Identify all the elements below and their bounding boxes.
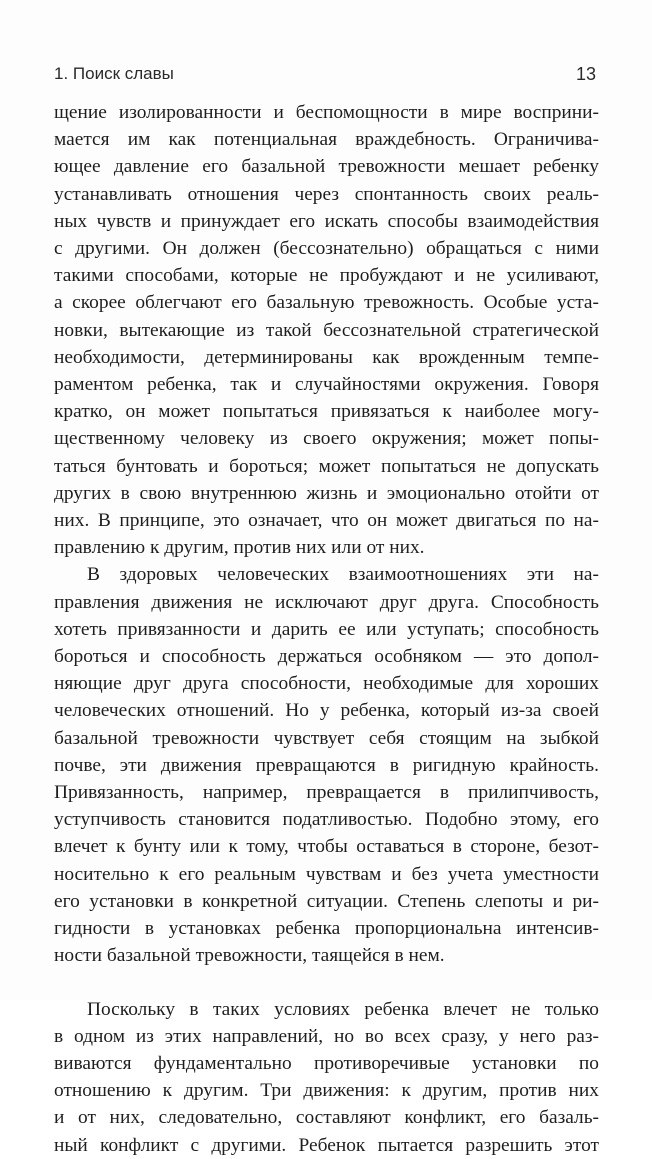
- text-line: такими способами, которые не пробуждают и не усиливают,: [54, 265, 599, 287]
- text-line: гидности в установках ребенка пропорциональна интенсив-: [54, 918, 599, 940]
- paragraph: [54, 996, 599, 1159]
- page-number: 13: [575, 64, 596, 84]
- text-line: правления движения не исключают друг друга. Способность: [54, 591, 599, 613]
- text-line: а скорее облегчают его базальную тревожность. Особые уста-: [54, 292, 599, 314]
- section-break: [54, 970, 599, 996]
- text-line: с другими. Он должен (бессознательно) обращаться с ними: [54, 238, 599, 260]
- text-line: правлению к другим, против них или от них.: [54, 537, 425, 559]
- text-line: бороться и способность держаться особняком — это допол-: [54, 646, 599, 668]
- text-line: базальной тревожности чувствует себя стоящим на зыбкой: [54, 727, 599, 749]
- text-line: уступчивость становится податливостью. Подобно этому, его: [54, 809, 599, 831]
- text-line: Поскольку в таких условиях ребенка влечет не только: [87, 998, 599, 1020]
- text-line: щение изолированности и беспомощности в мире восприни-: [54, 102, 599, 123]
- text-line: виваются фундаментально противоречивые установки по: [54, 1052, 599, 1074]
- text-line: щественному человеку из своего окружения; может попы-: [54, 428, 599, 450]
- text-line: отношению к другим. Три движения: к другим, против них: [54, 1080, 599, 1102]
- chapter-title: 1. Поиск славы: [54, 64, 174, 83]
- text-line: его установки в конкретной ситуации. Степень слепоты и ри-: [54, 890, 599, 912]
- text-line: необходимости, детерминированы как врожденным темпе-: [54, 346, 599, 368]
- text-line: почве, эти движения превращаются в ригидную крайность.: [54, 754, 599, 776]
- text-line: человеческих отношений. Но у ребенка, который из-за своей: [54, 700, 599, 722]
- text-line: ных чувств и принуждает его искать способы взаимодействия: [54, 210, 599, 232]
- text-line: няющие друг друга способности, необходимые для хороших: [54, 673, 599, 695]
- text-line: ный конфликт с другими. Ребенок пытается разрешить этот: [54, 1134, 599, 1156]
- text-line: новки, вытекающие из такой бессознательной стратегической: [54, 319, 599, 341]
- text-line: В здоровых человеческих взаимоотношениях эти на-: [87, 564, 599, 586]
- running-header: [54, 64, 596, 86]
- text-line: раментом ребенка, так и случайностями окружения. Говоря: [54, 374, 599, 396]
- text-line: в одном из этих направлений, но во всех сразу, у него раз-: [54, 1025, 599, 1047]
- text-line: таться бунтовать и бороться; может попытаться не допускать: [54, 455, 599, 477]
- text-line: и от них, следовательно, составляют конфликт, его базаль-: [54, 1107, 599, 1129]
- text-line: устанавливать отношения через спонтанность своих реаль-: [54, 183, 599, 205]
- text-line: влечет к бунту или к тому, чтобы оставаться в стороне, безот-: [54, 836, 599, 858]
- paragraph: [54, 561, 599, 969]
- text-line: других в свою внутреннюю жизнь и эмоционально отойти от: [54, 482, 599, 504]
- text-line: ности базальной тревожности, таящейся в нем.: [54, 945, 445, 967]
- text-line: ющее давление его базальной тревожности мешает ребенку: [54, 156, 599, 178]
- text-line: носительно к его реальным чувствам и без учета уместности: [54, 863, 599, 885]
- text-line: кратко, он может попытаться привязаться к наиболее могу-: [54, 401, 599, 423]
- text-line: них. В принципе, это означает, что он может двигаться по на-: [54, 510, 599, 532]
- paragraph: [54, 99, 599, 561]
- text-line: мается им как потенциальная враждебность. Ограничива-: [54, 129, 599, 151]
- text-line: хотеть привязанности и дарить ее или уступать; способность: [54, 618, 599, 640]
- text-line: Привязанность, например, превращается в прилипчивость,: [54, 782, 599, 804]
